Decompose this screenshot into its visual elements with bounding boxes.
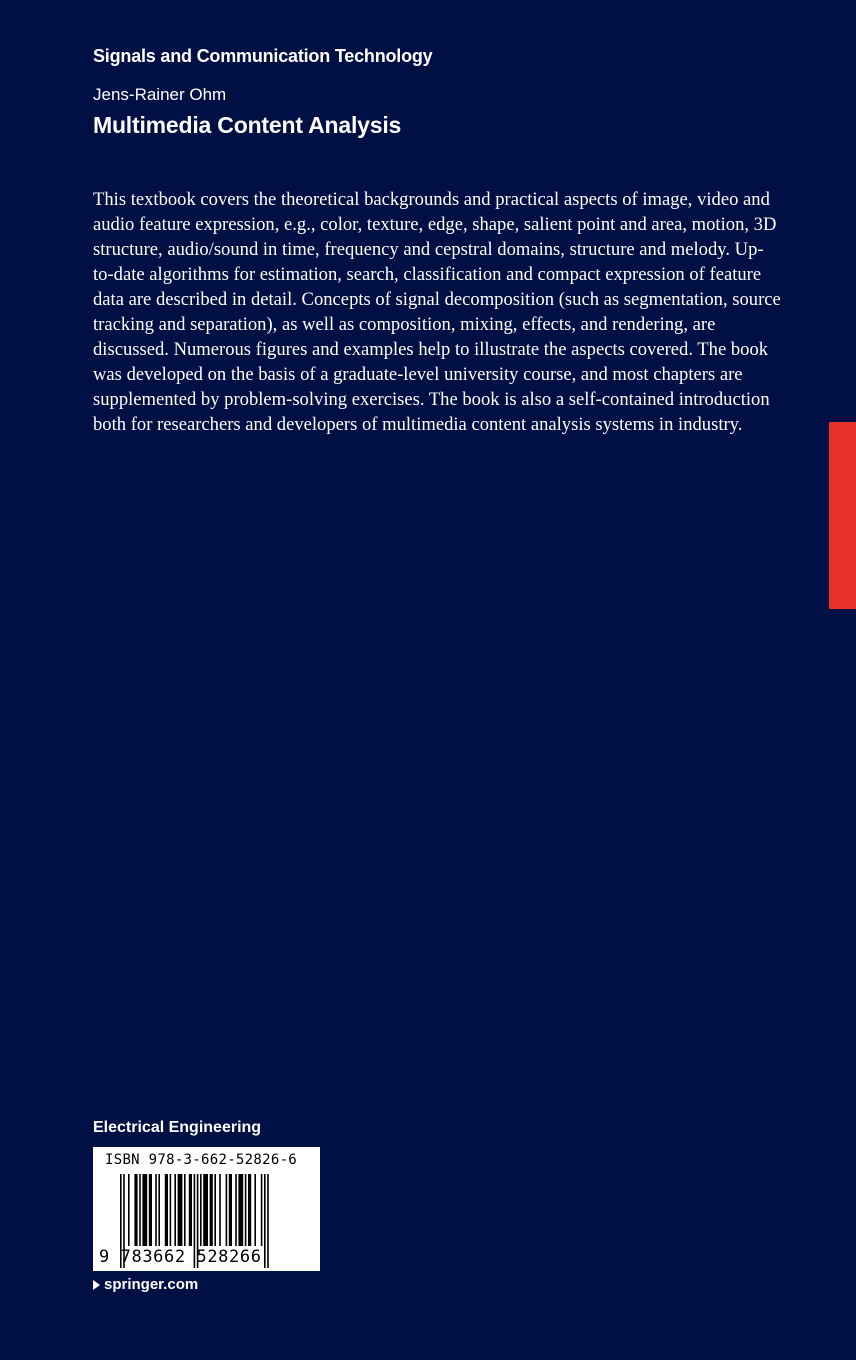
- barcode-bar: [158, 1174, 160, 1246]
- barcode-bar: [254, 1174, 256, 1246]
- barcode-bar: [238, 1174, 243, 1246]
- barcode-bar: [149, 1174, 152, 1246]
- isbn-label: ISBN 978-3-662-52826-6: [105, 1152, 298, 1168]
- website-link[interactable]: [93, 1276, 198, 1293]
- barcode-bar: [245, 1174, 247, 1246]
- barcode-bar: [210, 1174, 213, 1246]
- barcode-bar: [139, 1174, 141, 1246]
- barcode-bar: [226, 1174, 228, 1246]
- book-description: This textbook covers the theoretical backgrounds and practical aspects of image, video and audio feature expression, e.g., color, texture, edge, shape, salient point and area, motion, 3D structure, audio/sound in time, frequency and cepstral domains, structure and melody. Up-to-date algorithms for estimation, search, classification and compact expression of feature data are described in detail. Concepts of signal decomposition (such as segmentation, source tracking and separation), as well as composition, mixing, effects, and rendering, are discussed. Numerous figures and examples help to illustrate the aspects covered. The book was developed on the basis of a graduate-level university course, and most chapters are supplemented by problem-solving exercises. The book is also a self-contained introduction both for researchers and developers of multimedia content analysis systems in industry.: [93, 189, 781, 435]
- series-title: Signals and Communication Technology: [93, 46, 433, 66]
- barcode-bar: [155, 1174, 157, 1246]
- subject-category: Electrical Engineering: [93, 1119, 262, 1136]
- barcode-bar: [184, 1174, 186, 1246]
- barcode-bar: [229, 1174, 232, 1246]
- barcode-bar: [170, 1174, 172, 1246]
- barcode-bar: [219, 1174, 221, 1246]
- red-edge-tab: [829, 422, 856, 609]
- barcode-bar: [214, 1174, 216, 1246]
- author-name: Jens-Rainer Ohm: [93, 85, 227, 104]
- barcode-bar: [134, 1174, 137, 1246]
- website-label: springer.com: [104, 1276, 199, 1293]
- barcode-bar: [261, 1174, 263, 1246]
- barcode-digits: 9 783662 528266: [99, 1247, 262, 1267]
- barcode-bar: [248, 1174, 251, 1246]
- book-title: Multimedia Content Analysis: [93, 112, 402, 138]
- barcode-bar: [178, 1174, 183, 1246]
- barcode-bar: [189, 1174, 192, 1246]
- barcode-bar: [128, 1174, 130, 1246]
- isbn-barcode: [93, 1147, 320, 1271]
- barcode-bar: [142, 1174, 147, 1246]
- barcode-bar: [165, 1174, 168, 1246]
- arrow-right-icon: [93, 1280, 100, 1290]
- barcode-bar: [174, 1174, 176, 1246]
- barcode-bar: [203, 1174, 208, 1246]
- barcode-bar: [200, 1174, 202, 1246]
- barcode-bar: [235, 1174, 237, 1246]
